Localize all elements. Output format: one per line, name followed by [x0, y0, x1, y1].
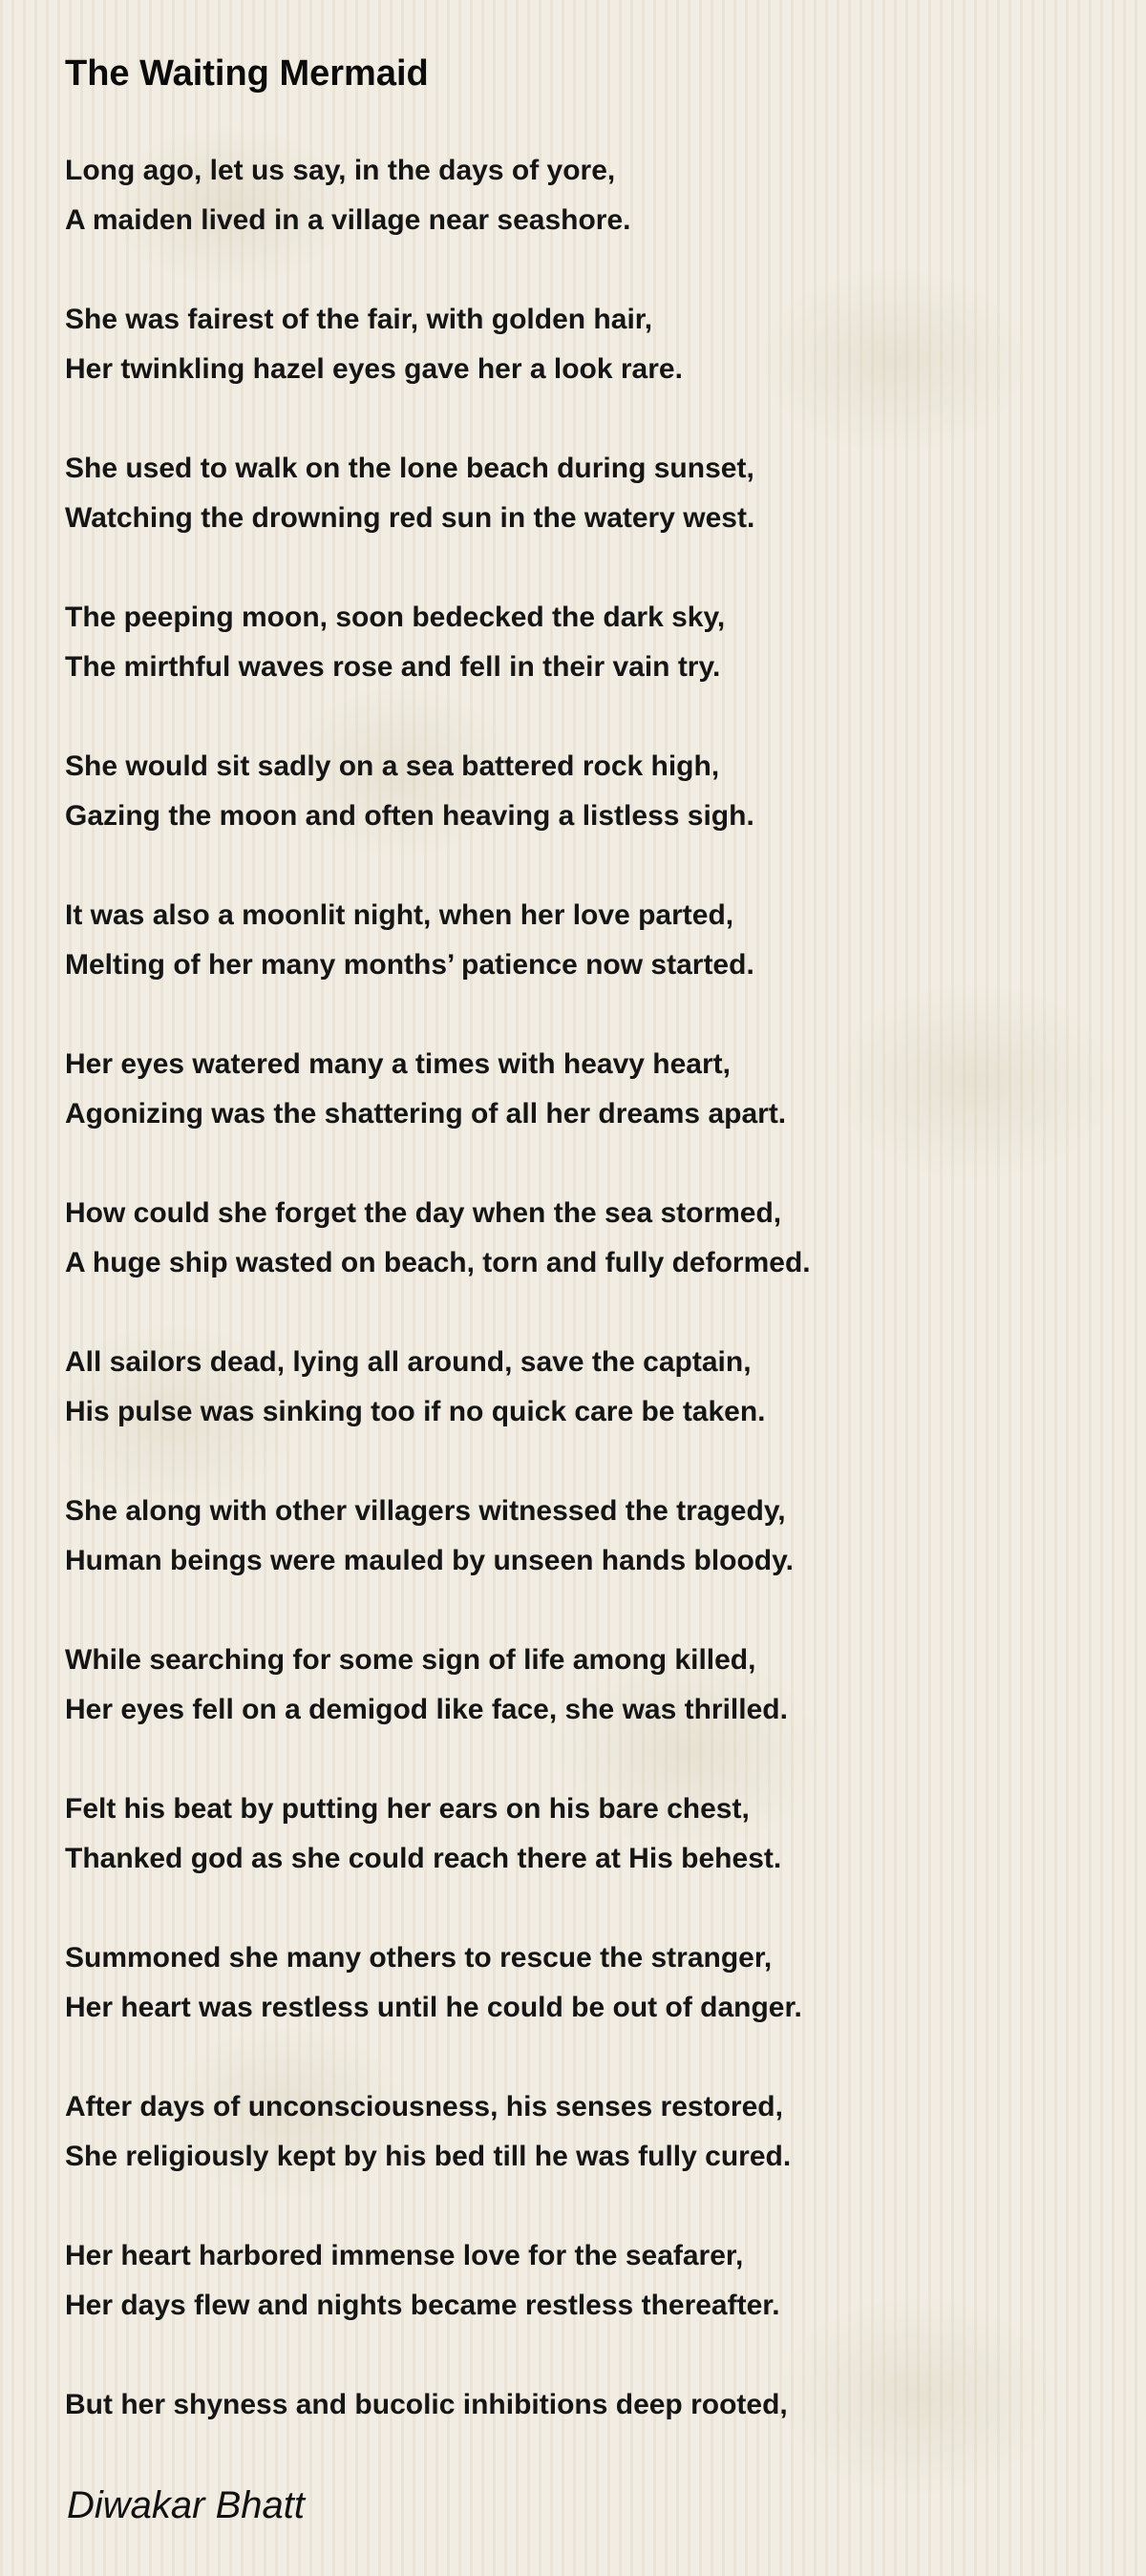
stanza	[65, 2231, 1115, 2331]
stanza	[65, 891, 1115, 990]
stanza	[65, 1933, 1115, 2033]
poem-line: While searching for some sign of life among killed,	[65, 1644, 756, 1676]
poem-line: After days of unconsciousness, his senses restored,	[65, 2091, 783, 2122]
poem-line: His pulse was sinking too if no quick care be taken.	[65, 1396, 766, 1427]
poem-line: Summoned she many others to rescue the stranger,	[65, 1942, 773, 1974]
stanza	[65, 742, 1115, 841]
stanza	[65, 2082, 1115, 2182]
stanza	[65, 1784, 1115, 1884]
poem-line: Her days flew and nights became restless thereafter.	[65, 2290, 780, 2321]
poem-line: Felt his beat by putting her ears on his bare chest,	[65, 1793, 750, 1825]
stanza	[65, 146, 1115, 245]
poem-line: The mirthful waves rose and fell in their vain try.	[65, 651, 721, 683]
poem-line: Thanked god as she could reach there at His behest.	[65, 1843, 782, 1874]
poem-line: Watching the drowning red sun in the watery west.	[65, 502, 755, 534]
poem-line: Her heart harbored immense love for the seafarer,	[65, 2240, 744, 2271]
poem-line: How could she forget the day when the sea stormed,	[65, 1197, 782, 1229]
stanza	[65, 593, 1115, 692]
poem-line: She along with other villagers witnessed the tragedy,	[65, 1495, 786, 1527]
poem-line: Her eyes watered many a times with heavy heart,	[65, 1048, 731, 1080]
stanza	[65, 1189, 1115, 1288]
poem-line: She would sit sadly on a sea battered rock high,	[65, 750, 720, 782]
poem-body	[65, 146, 1115, 2480]
poem-title: The Waiting Mermaid	[65, 53, 429, 94]
stanza	[65, 2380, 1115, 2430]
stanza	[65, 1636, 1115, 1735]
poem-line: Human beings were mauled by unseen hands bloody.	[65, 1545, 794, 1576]
stanza	[65, 1040, 1115, 1139]
poem-line: Her heart was restless until he could be out of danger.	[65, 1992, 802, 2023]
poem-line: Agonizing was the shattering of all her dreams apart.	[65, 1098, 787, 1130]
poem-line: A huge ship wasted on beach, torn and fully deformed.	[65, 1247, 811, 1278]
stanza	[65, 295, 1115, 394]
stanza	[65, 1487, 1115, 1586]
stanza	[65, 1338, 1115, 1437]
poem-line: She used to walk on the lone beach during sunset,	[65, 453, 754, 484]
poem-line: She religiously kept by his bed till he was fully cured.	[65, 2141, 792, 2172]
poem-line: It was also a moonlit night, when her love parted,	[65, 899, 734, 931]
poem-line: Long ago, let us say, in the days of yore,	[65, 155, 616, 186]
poem-line: But her shyness and bucolic inhibitions deep rooted,	[65, 2389, 788, 2420]
stanza	[65, 444, 1115, 543]
poem-line: Her eyes fell on a demigod like face, she was thrilled.	[65, 1694, 788, 1725]
poem-line: Her twinkling hazel eyes gave her a look rare.	[65, 353, 683, 385]
poem-line: Melting of her many months’ patience now started.	[65, 949, 754, 981]
poem-line: All sailors dead, lying all around, save the captain,	[65, 1346, 752, 1378]
poem-line: The peeping moon, soon bedecked the dark sky,	[65, 602, 726, 633]
poem-author: Diwakar Bhatt	[67, 2484, 305, 2526]
poem-line: A maiden lived in a village near seashore.	[65, 204, 631, 236]
poem-line: She was fairest of the fair, with golden hair,	[65, 304, 653, 335]
poem-line: Gazing the moon and often heaving a listless sigh.	[65, 800, 754, 832]
